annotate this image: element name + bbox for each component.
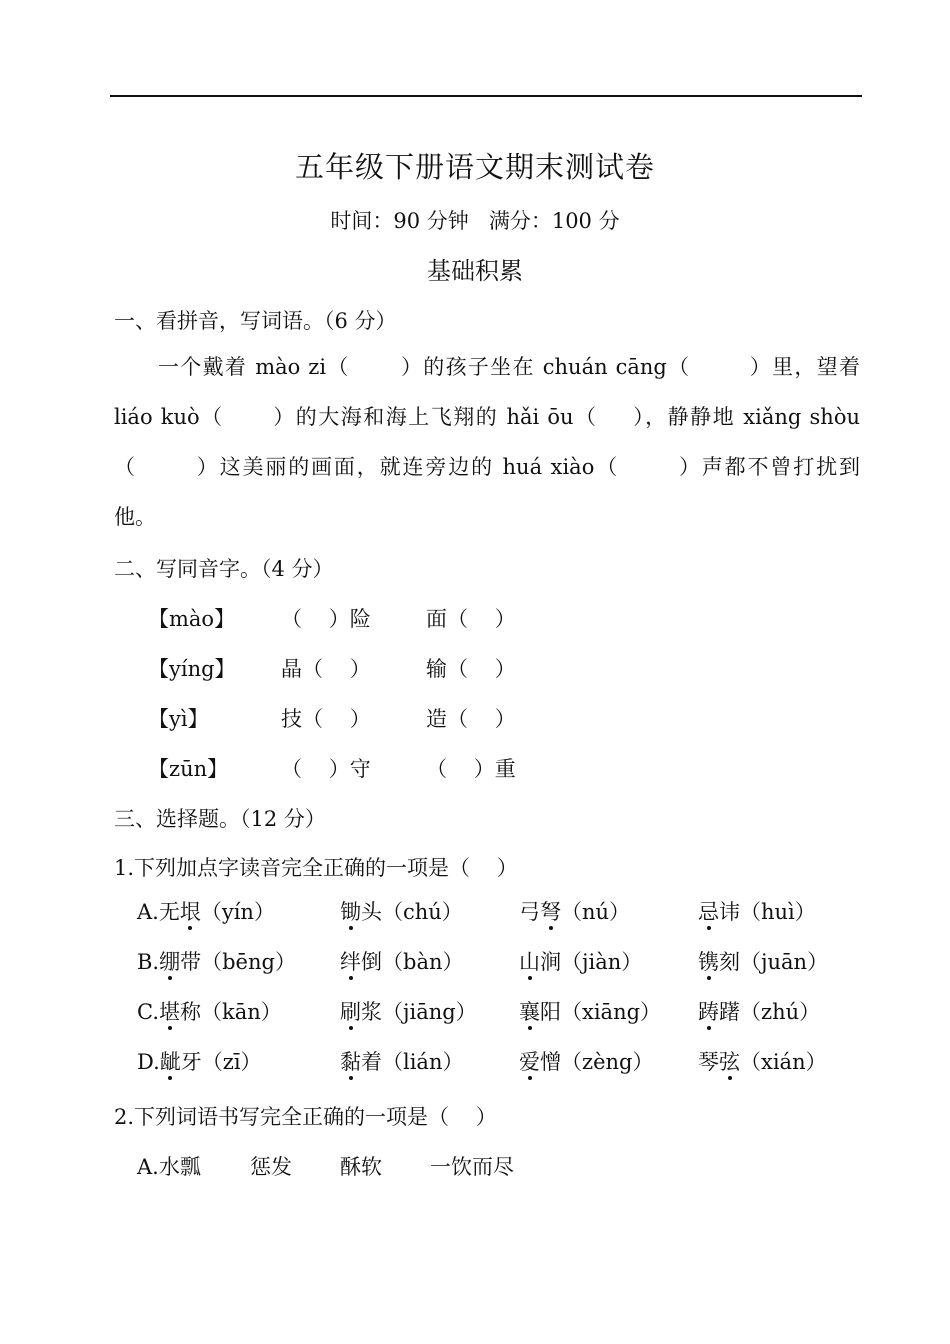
dotted-char: 弦 [719, 1046, 740, 1076]
dotted-char: 镌 [698, 946, 719, 976]
dotted-char: 刷 [340, 996, 361, 1026]
option-word: 酥软 [340, 1155, 382, 1179]
section1-heading: 一、看拼音，写词语。（6 分） [114, 309, 397, 333]
dotted-char: 锄 [340, 896, 361, 926]
option-item [137, 1046, 262, 1076]
pinyin-label: 【zūn】 [148, 757, 229, 781]
plain-char: 带 [180, 950, 202, 974]
dotted-char: 黏 [340, 1046, 361, 1076]
option-item [519, 946, 642, 976]
dotted-char: 垠 [180, 896, 201, 926]
pinyin-reading: （jiàn） [561, 950, 643, 974]
plain-char: 着 [361, 1050, 382, 1074]
option-item [137, 896, 275, 926]
plain-char: 浆 [361, 1000, 382, 1024]
pinyin-reading: （juān） [740, 950, 829, 974]
pinyin-reading: （bàn） [382, 950, 464, 974]
blank-item: 输（ ） [426, 657, 516, 681]
pinyin-reading: （zhú） [740, 1000, 821, 1024]
section3-heading: 三、选择题。（12 分） [114, 807, 326, 831]
blank-item: 技（ ） [281, 707, 371, 731]
dotted-char: 堪 [159, 996, 180, 1026]
plain-char: 头 [361, 900, 382, 924]
plain-char: 躇 [719, 1000, 740, 1024]
option-letter: A. [137, 900, 159, 924]
paragraph-line: 他。 [114, 505, 156, 529]
pinyin-reading: （huì） [740, 900, 816, 924]
pinyin-reading: （nú） [561, 900, 631, 924]
option-item [519, 896, 630, 926]
option-item [698, 946, 828, 976]
exam-time-score: 时间：90 分钟 满分：100 分 [330, 209, 620, 233]
option-letter: C. [137, 1000, 159, 1024]
option-item [698, 1046, 827, 1076]
dotted-char: 襄 [519, 996, 540, 1026]
option-item [137, 946, 296, 976]
pinyin-label: 【yì】 [148, 707, 209, 731]
exam-title: 五年级下册语文期末测试卷 [294, 150, 655, 184]
paragraph-line: liáo kuò（ ）的大海和海上飞翔的 hǎi ōu（ ），静静地 xiǎng shòu [114, 405, 860, 429]
dotted-char: 绷 [159, 946, 180, 976]
option-item [340, 1046, 463, 1076]
pinyin-reading: （kān） [201, 1000, 282, 1024]
plain-char: 琴 [698, 1050, 719, 1074]
paragraph-line: （ ）这美丽的画面，就连旁边的 huá xiào（ ）声都不曾打扰到 [114, 455, 861, 479]
dotted-char: 踌 [698, 996, 719, 1026]
option-item [340, 946, 464, 976]
dotted-char: 山 [519, 946, 540, 976]
option-letter: B. [137, 950, 160, 974]
pinyin-reading: （jiāng） [382, 1000, 477, 1024]
option-letter: D. [137, 1050, 160, 1074]
pinyin-reading: （zī） [201, 1050, 262, 1074]
section1-paragraph [114, 342, 860, 542]
plain-char: 无 [158, 900, 180, 924]
pinyin-reading: （xián） [740, 1050, 827, 1074]
plain-char: 弓 [519, 900, 540, 924]
pinyin-reading: （bēng） [201, 950, 296, 974]
option-item [340, 996, 477, 1026]
pinyin-reading: （yín） [200, 900, 275, 924]
dotted-char: 龇 [160, 1046, 181, 1076]
option-word: A.水瓢 [137, 1155, 201, 1179]
plain-char: 涧 [540, 950, 561, 974]
blank-item: （ ）重 [426, 757, 516, 781]
option-word: 惩发 [250, 1155, 292, 1179]
paragraph-line: 一个戴着 mào zi（ ）的孩子坐在 chuán cāng（ ）里，望着 [158, 355, 860, 379]
dotted-char: 爱 [519, 1046, 540, 1076]
blank-item: 造（ ） [426, 707, 516, 731]
plain-char: 牙 [180, 1050, 202, 1074]
option-item [519, 1046, 653, 1076]
option-item [340, 896, 463, 926]
plain-char: 讳 [719, 900, 740, 924]
option-item [698, 996, 820, 1026]
option-item [519, 996, 661, 1026]
plain-char: 憎 [540, 1050, 561, 1074]
blank-item: （ ）守 [281, 757, 371, 781]
plain-char: 阳 [540, 1000, 561, 1024]
option-item [698, 896, 816, 926]
dotted-char: 忌 [698, 896, 719, 926]
dotted-char: 绊 [340, 946, 361, 976]
blank-item: 晶（ ） [281, 657, 371, 681]
option-word: 一饮而尽 [430, 1155, 514, 1179]
plain-char: 刻 [719, 950, 740, 974]
dotted-char: 弩 [540, 896, 561, 926]
plain-char: 称 [180, 1000, 201, 1024]
question-2-stem: 2.下列词语书写完全正确的一项是（ ） [114, 1105, 497, 1129]
pinyin-reading: （chú） [382, 900, 463, 924]
question-1-stem: 1.下列加点字读音完全正确的一项是（ ） [114, 856, 518, 880]
pinyin-reading: （zèng） [561, 1050, 654, 1074]
header-rule [110, 95, 862, 97]
pinyin-reading: （xiāng） [561, 1000, 662, 1024]
pinyin-label: 【mào】 [148, 607, 236, 631]
blank-item: （ ）险 [281, 607, 371, 631]
blank-item: 面（ ） [426, 607, 516, 631]
section2-heading: 二、写同音字。（4 分） [114, 557, 334, 581]
plain-char: 倒 [361, 950, 382, 974]
part-title: 基础积累 [427, 257, 523, 285]
pinyin-reading: （lián） [382, 1050, 464, 1074]
pinyin-label: 【yíng】 [148, 657, 236, 681]
option-item [137, 996, 282, 1026]
